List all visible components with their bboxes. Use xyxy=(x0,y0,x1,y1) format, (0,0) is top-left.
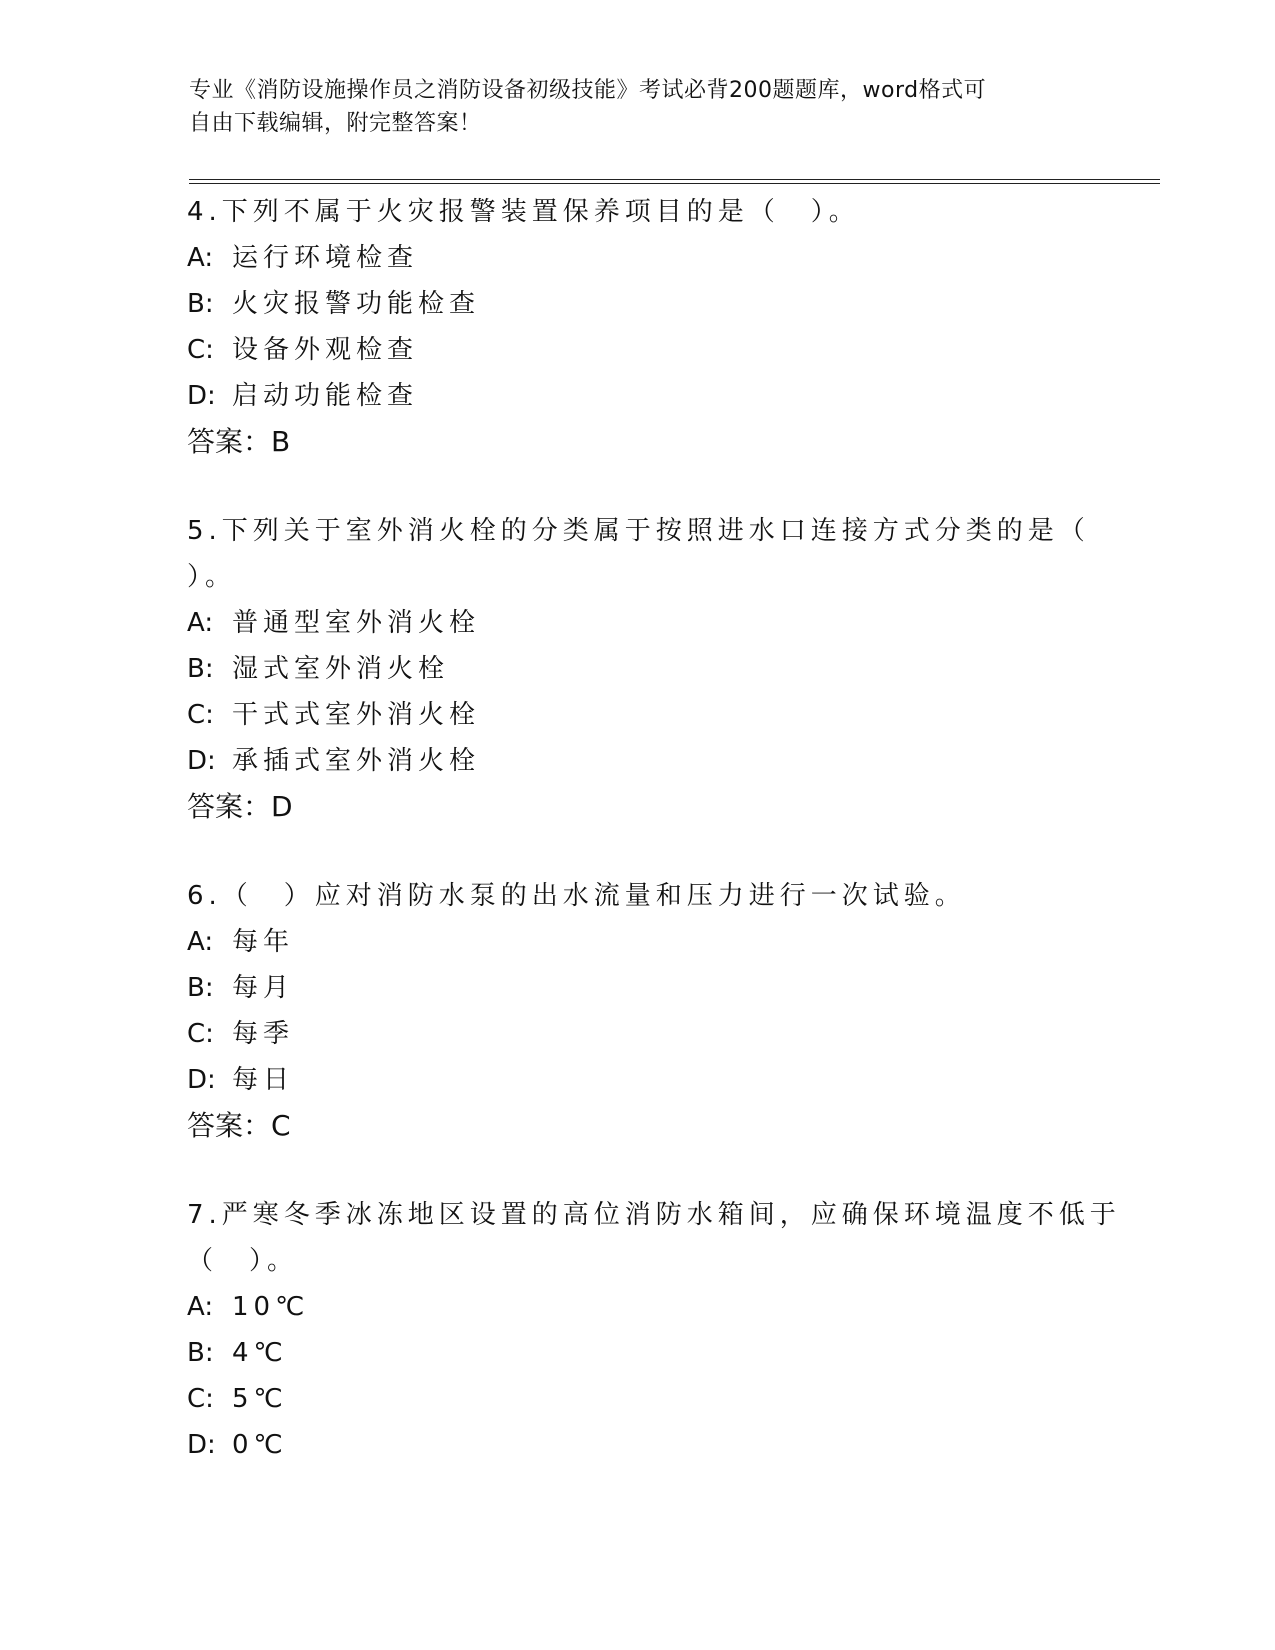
option-letter: C: xyxy=(187,1384,214,1414)
option-letter: B: xyxy=(187,973,214,1003)
option-letter: C: xyxy=(187,700,214,730)
option-letter: C: xyxy=(187,1019,214,1049)
header-line-2: 自由下载编辑，附完整答案！ xyxy=(189,111,482,136)
option-letter: B: xyxy=(187,289,214,319)
option-d xyxy=(187,1057,1087,1103)
question-4 xyxy=(187,189,1087,465)
option-text: 湿式室外消火栓 xyxy=(232,654,450,684)
answer-line: 答案：D xyxy=(187,790,293,823)
option-d xyxy=(187,373,1087,419)
option-text: 每季 xyxy=(232,1019,295,1049)
option-b xyxy=(187,965,1087,1011)
option-text: 每月 xyxy=(232,973,295,1003)
header-divider-top xyxy=(189,179,1160,180)
option-d xyxy=(187,738,1087,784)
answer-line: 答案：C xyxy=(187,1109,291,1142)
option-c xyxy=(187,692,1087,738)
option-letter: A: xyxy=(187,1292,214,1322)
option-text: 每日 xyxy=(232,1065,295,1095)
option-letter: A: xyxy=(187,243,214,273)
option-text: 火灾报警功能检查 xyxy=(232,289,481,319)
option-text: 普通型室外消火栓 xyxy=(232,608,481,638)
option-text: 0℃ xyxy=(232,1430,288,1460)
option-letter: C: xyxy=(187,335,214,365)
option-a xyxy=(187,919,1087,965)
option-letter: B: xyxy=(187,654,214,684)
question-stem-line-2: （ ）。 xyxy=(187,1246,299,1276)
option-a xyxy=(187,600,1087,646)
option-a xyxy=(187,1284,1087,1330)
question-6 xyxy=(187,873,1087,1149)
option-text: 10℃ xyxy=(232,1292,310,1322)
option-a xyxy=(187,235,1087,281)
option-letter: A: xyxy=(187,608,214,638)
option-b xyxy=(187,1330,1087,1376)
option-text: 干式式室外消火栓 xyxy=(232,700,481,730)
question-stem-line-1: 5.下列关于室外消火栓的分类属于按照进水口连接方式分类的是（ xyxy=(187,516,1090,546)
answer-line: 答案：B xyxy=(187,425,291,458)
option-letter: D: xyxy=(187,1065,216,1095)
question-list xyxy=(187,189,1121,1511)
option-text: 4℃ xyxy=(232,1338,288,1368)
option-c xyxy=(187,1011,1087,1057)
header-divider-bottom xyxy=(189,183,1160,184)
question-7 xyxy=(187,1192,1121,1468)
question-stem: 6.（ ）应对消防水泵的出水流量和压力进行一次试验。 xyxy=(187,881,966,911)
option-b xyxy=(187,281,1087,327)
option-b xyxy=(187,646,1087,692)
option-text: 设备外观检查 xyxy=(232,335,419,365)
document-header xyxy=(189,74,1089,140)
question-stem-line-2: ）。 xyxy=(187,562,237,592)
question-5 xyxy=(187,508,1090,830)
option-c xyxy=(187,327,1087,373)
option-letter: A: xyxy=(187,927,214,957)
option-d xyxy=(187,1422,1087,1468)
option-letter: D: xyxy=(187,746,216,776)
question-stem: 4.下列不属于火灾报警装置保养项目的是（ ）。 xyxy=(187,197,860,227)
option-letter: D: xyxy=(187,1430,216,1460)
option-c xyxy=(187,1376,1087,1422)
option-text: 承插式室外消火栓 xyxy=(232,746,481,776)
header-line-1: 专业《消防设施操作员之消防设备初级技能》考试必背200题题库，word格式可 xyxy=(189,78,987,103)
option-text: 每年 xyxy=(232,927,295,957)
question-stem-line-1: 7.严寒冬季冰冻地区设置的高位消防水箱间，应确保环境温度不低于 xyxy=(187,1200,1121,1230)
option-text: 启动功能检查 xyxy=(232,381,419,411)
option-text: 5℃ xyxy=(232,1384,288,1414)
option-letter: B: xyxy=(187,1338,214,1368)
option-text: 运行环境检查 xyxy=(232,243,419,273)
option-letter: D: xyxy=(187,381,216,411)
